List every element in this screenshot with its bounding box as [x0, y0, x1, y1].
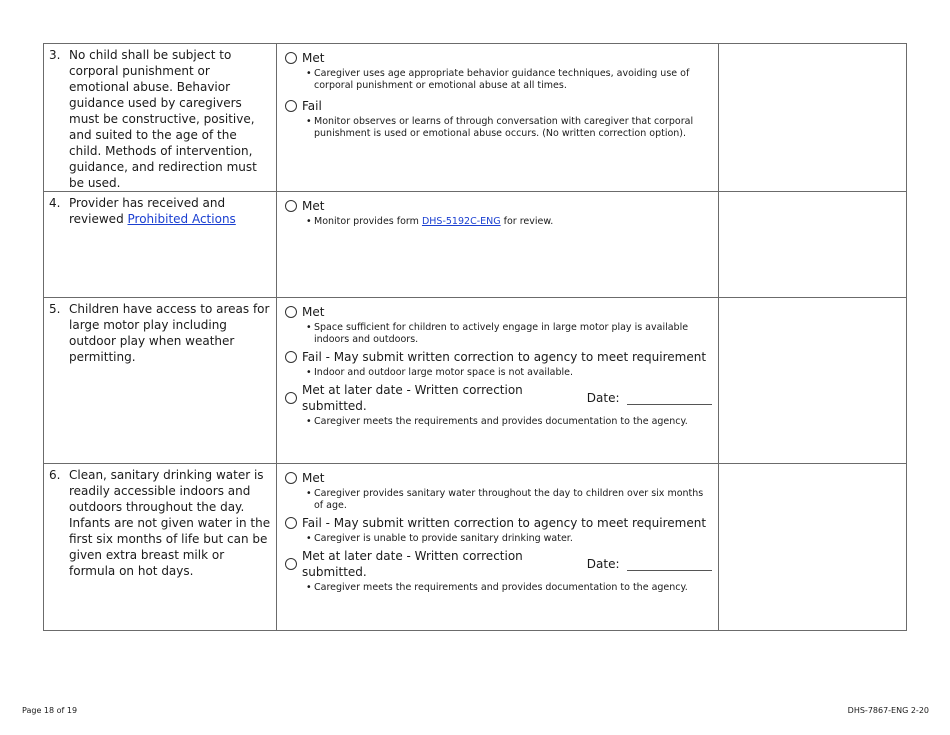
- bullet-item: [285, 367, 712, 379]
- bullet-text: Monitor observes or learns of through conversation with caregiver that corporal punishment is used or emotional abuse occurs. (No written correction option).: [314, 116, 694, 139]
- bullet-prefix: Monitor provides form: [314, 216, 419, 227]
- option-label: Fail: [302, 99, 322, 113]
- bullet-item: [285, 582, 712, 594]
- requirement-text: [69, 195, 272, 227]
- date-field[interactable]: [627, 558, 712, 571]
- fail-radio[interactable]: [285, 517, 297, 529]
- requirement-text: No child shall be subject to corporal punishment or emotional abuse. Behavior guidance used by caregivers must be constructive, positive, and suited to the age of the child. Methods of intervention, guidance, and redirection must be used.: [69, 48, 257, 190]
- row-number: 4.: [49, 196, 61, 210]
- option-fail: [285, 515, 712, 531]
- bullet-item: [285, 68, 712, 92]
- options-cell: [277, 44, 719, 192]
- table-row: [44, 44, 907, 192]
- option-met: [285, 198, 712, 214]
- date-field[interactable]: [627, 392, 712, 405]
- option-label: Met: [302, 305, 325, 319]
- bullet-icon: •: [306, 322, 312, 333]
- page-number: Page 18 of 19: [22, 706, 78, 715]
- prohibited-actions-link[interactable]: Prohibited Actions: [127, 212, 236, 226]
- bullet-text: Space sufficient for children to actively engage in large motor play is available indoors and outdoors.: [314, 322, 689, 345]
- met-radio[interactable]: [285, 472, 297, 484]
- option-met: [285, 50, 712, 66]
- option-met: [285, 470, 712, 486]
- option-label: Met at later date - Written correction submitted.: [302, 383, 523, 413]
- option-label: Met: [302, 199, 325, 213]
- bullet-icon: •: [306, 216, 312, 227]
- bullet-icon: •: [306, 68, 312, 79]
- bullet-icon: •: [306, 367, 312, 378]
- options-cell: [277, 298, 719, 464]
- bullet-text: Caregiver meets the requirements and provides documentation to the agency.: [314, 582, 688, 593]
- table-row: [44, 192, 907, 298]
- requirement-text: Children have access to areas for large motor play including outdoor play when weather permitting.: [69, 302, 270, 364]
- bullet-item: [285, 116, 712, 140]
- form-link[interactable]: DHS-5192C-ENG: [421, 216, 501, 227]
- bullet-item: [285, 216, 712, 228]
- option-fail: [285, 98, 712, 114]
- notes-cell[interactable]: [719, 464, 907, 631]
- requirement-cell: [44, 192, 277, 298]
- option-met-later: [285, 548, 712, 580]
- bullet-text: Caregiver meets the requirements and provides documentation to the agency.: [314, 416, 688, 427]
- bullet-text: Caregiver is unable to provide sanitary drinking water.: [314, 533, 573, 544]
- requirements-table: [43, 43, 907, 631]
- met-later-radio[interactable]: [285, 392, 297, 404]
- bullet-icon: •: [306, 416, 312, 427]
- option-met: [285, 304, 712, 320]
- row-number: 5.: [49, 302, 61, 316]
- bullet-icon: •: [306, 488, 312, 499]
- bullet-text: Indoor and outdoor large motor space is not available.: [314, 367, 574, 378]
- bullet-item: [285, 533, 712, 545]
- bullet-text: [314, 216, 553, 228]
- bullet-icon: •: [306, 582, 312, 593]
- notes-cell[interactable]: [719, 44, 907, 192]
- options-cell: [277, 192, 719, 298]
- bullet-icon: •: [306, 116, 312, 127]
- option-met-later: [285, 382, 712, 414]
- bullet-text: Caregiver provides sanitary water throughout the day to children over six months of age.: [314, 488, 704, 511]
- options-cell: [277, 464, 719, 631]
- option-label: Fail - May submit written correction to agency to meet requirement: [302, 516, 707, 530]
- option-label: Met: [302, 471, 325, 485]
- fail-radio[interactable]: [285, 100, 297, 112]
- requirement-cell: [44, 464, 277, 631]
- option-label: Met: [302, 51, 325, 65]
- option-label: Fail - May submit written correction to agency to meet requirement: [302, 350, 707, 364]
- notes-cell[interactable]: [719, 192, 907, 298]
- bullet-item: [285, 416, 712, 428]
- row-number: 6.: [49, 468, 61, 482]
- fail-radio[interactable]: [285, 351, 297, 363]
- date-label: Date:: [586, 557, 620, 571]
- bullet-icon: •: [306, 533, 312, 544]
- notes-cell[interactable]: [719, 298, 907, 464]
- requirement-text: Clean, sanitary drinking water is readily accessible indoors and outdoors throughout the day. Infants are not given water in the first six months of life but can be given extra breast milk or formula on hot days.: [69, 468, 271, 578]
- bullet-suffix: for review.: [503, 216, 554, 227]
- bullet-item: [285, 488, 712, 512]
- bullet-item: [285, 322, 712, 346]
- option-fail: [285, 349, 712, 365]
- met-radio[interactable]: [285, 200, 297, 212]
- row-number: 3.: [49, 48, 61, 62]
- option-label: Met at later date - Written correction submitted.: [302, 549, 523, 579]
- requirement-cell: [44, 298, 277, 464]
- requirement-cell: [44, 44, 277, 192]
- met-radio[interactable]: [285, 306, 297, 318]
- table-row: [44, 298, 907, 464]
- met-later-radio[interactable]: [285, 558, 297, 570]
- met-radio[interactable]: [285, 52, 297, 64]
- requirement-prefix: Provider has received and reviewed: [69, 196, 226, 226]
- table-row: [44, 464, 907, 631]
- form-id: DHS-7867-ENG 2-20: [847, 706, 929, 715]
- bullet-text: Caregiver uses age appropriate behavior guidance techniques, avoiding use of corporal punishment or emotional abuse at all times.: [314, 68, 690, 91]
- date-label: Date:: [586, 391, 620, 405]
